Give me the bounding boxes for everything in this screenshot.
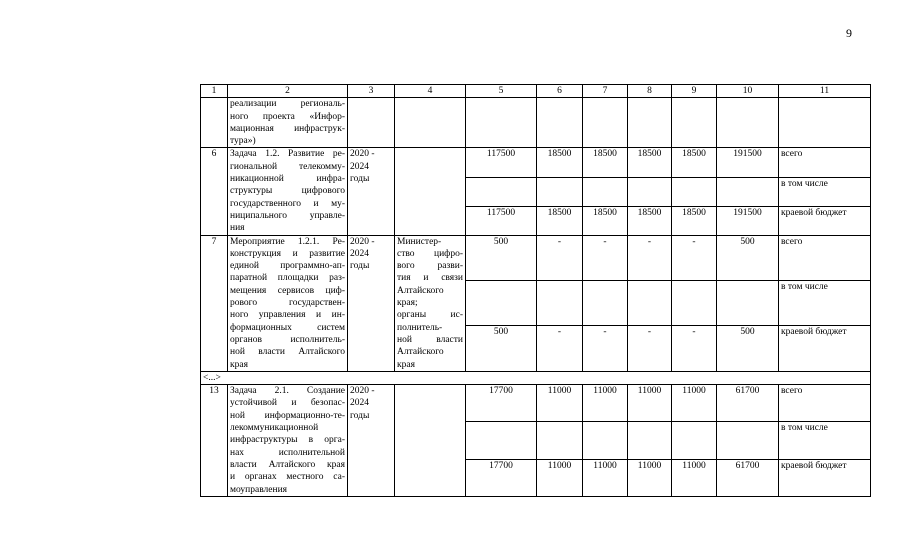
value-cell [537, 177, 583, 206]
header-cell: 2 [228, 85, 348, 98]
header-cell: 10 [717, 85, 779, 98]
description-line: реализации региональ- [230, 99, 345, 110]
executor-line: полнитель- [397, 322, 443, 333]
description-line: мещения сервисов циф- [230, 285, 345, 296]
value-cell [672, 280, 717, 325]
value-cell: - [537, 235, 583, 280]
description-line: рового государствен- [230, 298, 345, 309]
value-cell: 17700 [466, 385, 537, 422]
description-line: и органах местного са- [230, 472, 345, 483]
value-cell [537, 280, 583, 325]
description-cell [228, 385, 348, 497]
value-cell: - [628, 235, 672, 280]
value-cell [672, 177, 717, 206]
period-cell [348, 385, 395, 497]
value-cell: 191500 [717, 206, 779, 235]
period-line: 2024 [350, 398, 369, 409]
value-cell: 500 [466, 326, 537, 371]
description-line: Задача 1.2. Развитие ре- [230, 149, 345, 160]
value-cell: 61700 [717, 385, 779, 422]
description-line: ного проекта «Инфор- [230, 111, 345, 122]
value-cell: 500 [717, 235, 779, 280]
value-cell: 11000 [537, 459, 583, 496]
value-cell [717, 177, 779, 206]
description-line: нах исполнительной [230, 447, 345, 458]
source-label: всего [779, 385, 871, 422]
executor-line: Алтайского [397, 285, 444, 296]
num-cell [201, 98, 228, 148]
value-cell: 17700 [466, 459, 537, 496]
value-cell [583, 280, 628, 325]
header-cell: 1 [201, 85, 228, 98]
value-cell: 11000 [537, 385, 583, 422]
header-cell: 5 [466, 85, 537, 98]
source-label: в том числе [779, 422, 871, 459]
executor-line: ство цифро- [397, 248, 463, 259]
period-cell [348, 235, 395, 371]
executor-line: края; [397, 298, 418, 309]
description-cell [228, 148, 348, 235]
executor-cell [395, 148, 466, 235]
value-cell [628, 177, 672, 206]
value-cell [466, 280, 537, 325]
value-cell [583, 98, 628, 148]
description-line: структуры цифрового [230, 186, 345, 197]
value-cell: 500 [466, 235, 537, 280]
period-cell [348, 98, 395, 148]
description-line: ной власти Алтайского [230, 347, 345, 358]
value-cell: 11000 [672, 385, 717, 422]
executor-line: вого разви- [397, 261, 463, 272]
description-line: тура») [230, 136, 256, 147]
ellipsis-cell: <...> [201, 371, 871, 384]
page-number: 9 [846, 26, 852, 40]
continuation-row [201, 98, 871, 148]
value-cell [717, 422, 779, 459]
value-cell: 11000 [628, 385, 672, 422]
executor-line: ной власти [397, 334, 463, 345]
value-cell: 61700 [717, 459, 779, 496]
executor-line: края [397, 359, 415, 370]
value-cell [672, 422, 717, 459]
table-row [201, 235, 871, 280]
value-cell [717, 98, 779, 148]
description-line: моуправления [230, 484, 288, 495]
description-cell [228, 235, 348, 371]
source-label: в том числе [779, 177, 871, 206]
period-line: годы [350, 174, 370, 185]
header-cell: 3 [348, 85, 395, 98]
value-cell: 18500 [537, 148, 583, 177]
period-line: 2024 [350, 161, 369, 172]
value-cell: - [628, 326, 672, 371]
description-line: гиональной телекомму- [230, 161, 345, 172]
description-line: ния [230, 223, 245, 234]
table-row [201, 385, 871, 422]
period-line: 2024 [350, 248, 369, 259]
header-row [201, 85, 871, 98]
header-cell: 11 [779, 85, 871, 98]
value-cell: 18500 [628, 206, 672, 235]
row-number: 13 [201, 385, 228, 497]
description-line: власти Алтайского края [230, 459, 345, 470]
value-cell: 18500 [583, 206, 628, 235]
description-line: инфраструктуры в орга- [230, 435, 345, 446]
value-cell: - [537, 326, 583, 371]
value-cell: 18500 [583, 148, 628, 177]
value-cell [466, 177, 537, 206]
value-cell: 11000 [583, 385, 628, 422]
value-cell: 11000 [672, 459, 717, 496]
description-line: ной информационно-те- [230, 410, 345, 421]
table-row [201, 148, 871, 177]
description-line: никационной инфра- [230, 174, 345, 185]
description-line: Задача 2.1. Создание [230, 386, 345, 397]
executor-line: органы ис- [397, 310, 463, 321]
value-cell [466, 422, 537, 459]
value-cell: 191500 [717, 148, 779, 177]
header-cell: 6 [537, 85, 583, 98]
description-line: единой программно-ап- [230, 261, 345, 272]
description-line: формационных систем [230, 322, 345, 333]
description-line: лекоммуникационной [230, 423, 319, 434]
value-cell: 117500 [466, 206, 537, 235]
source-label: краевой бюджет [779, 459, 871, 496]
period-line: 2020 - [350, 236, 375, 247]
value-cell [628, 280, 672, 325]
executor-line: тия и связи [397, 273, 463, 284]
description-line: паратной площадки раз- [230, 273, 345, 284]
value-cell: 18500 [672, 148, 717, 177]
source-label: в том числе [779, 280, 871, 325]
row-number: 7 [201, 235, 228, 371]
value-cell: 11000 [628, 459, 672, 496]
period-line: годы [350, 410, 370, 421]
description-cell [228, 98, 348, 148]
source-label: краевой бюджет [779, 206, 871, 235]
header-cell: 9 [672, 85, 717, 98]
value-cell [717, 280, 779, 325]
value-cell: 500 [717, 326, 779, 371]
value-cell [583, 422, 628, 459]
value-cell [466, 98, 537, 148]
description-line: мационная инфраструк- [230, 123, 345, 134]
header-cell: 7 [583, 85, 628, 98]
source-label: краевой бюджет [779, 326, 871, 371]
value-cell [628, 422, 672, 459]
description-line: органов исполнитель- [230, 334, 345, 345]
value-cell: - [583, 326, 628, 371]
header-cell: 4 [395, 85, 466, 98]
value-cell: - [672, 235, 717, 280]
value-cell [537, 422, 583, 459]
executor-cell [395, 235, 466, 371]
value-cell: - [672, 326, 717, 371]
source-cell [779, 98, 871, 148]
value-cell [672, 98, 717, 148]
period-line: годы [350, 261, 370, 272]
value-cell: 117500 [466, 148, 537, 177]
value-cell: 18500 [672, 206, 717, 235]
description-line: конструкция и развитие [230, 248, 345, 259]
value-cell: 18500 [628, 148, 672, 177]
value-cell [537, 98, 583, 148]
value-cell: 11000 [583, 459, 628, 496]
description-line: Мероприятие 1.2.1. Ре- [230, 236, 345, 247]
description-line: ниципального управле- [230, 210, 345, 221]
ellipsis-row [201, 371, 871, 384]
executor-cell [395, 385, 466, 497]
value-cell [628, 98, 672, 148]
executor-cell [395, 98, 466, 148]
source-label: всего [779, 148, 871, 177]
value-cell [583, 177, 628, 206]
row-number: 6 [201, 148, 228, 235]
description-line: ного управления и ин- [230, 310, 345, 321]
value-cell: 18500 [537, 206, 583, 235]
period-line: 2020 - [350, 149, 375, 160]
period-cell [348, 148, 395, 235]
value-cell: - [583, 235, 628, 280]
executor-line: Министер- [397, 236, 442, 247]
period-line: 2020 - [350, 386, 375, 397]
description-line: края [230, 359, 248, 370]
header-cell: 8 [628, 85, 672, 98]
description-line: устойчивой и безопас- [230, 398, 345, 409]
executor-line: Алтайского [397, 347, 444, 358]
description-line: государственного и му- [230, 198, 345, 209]
program-measures-table [200, 84, 871, 497]
source-label: всего [779, 235, 871, 280]
